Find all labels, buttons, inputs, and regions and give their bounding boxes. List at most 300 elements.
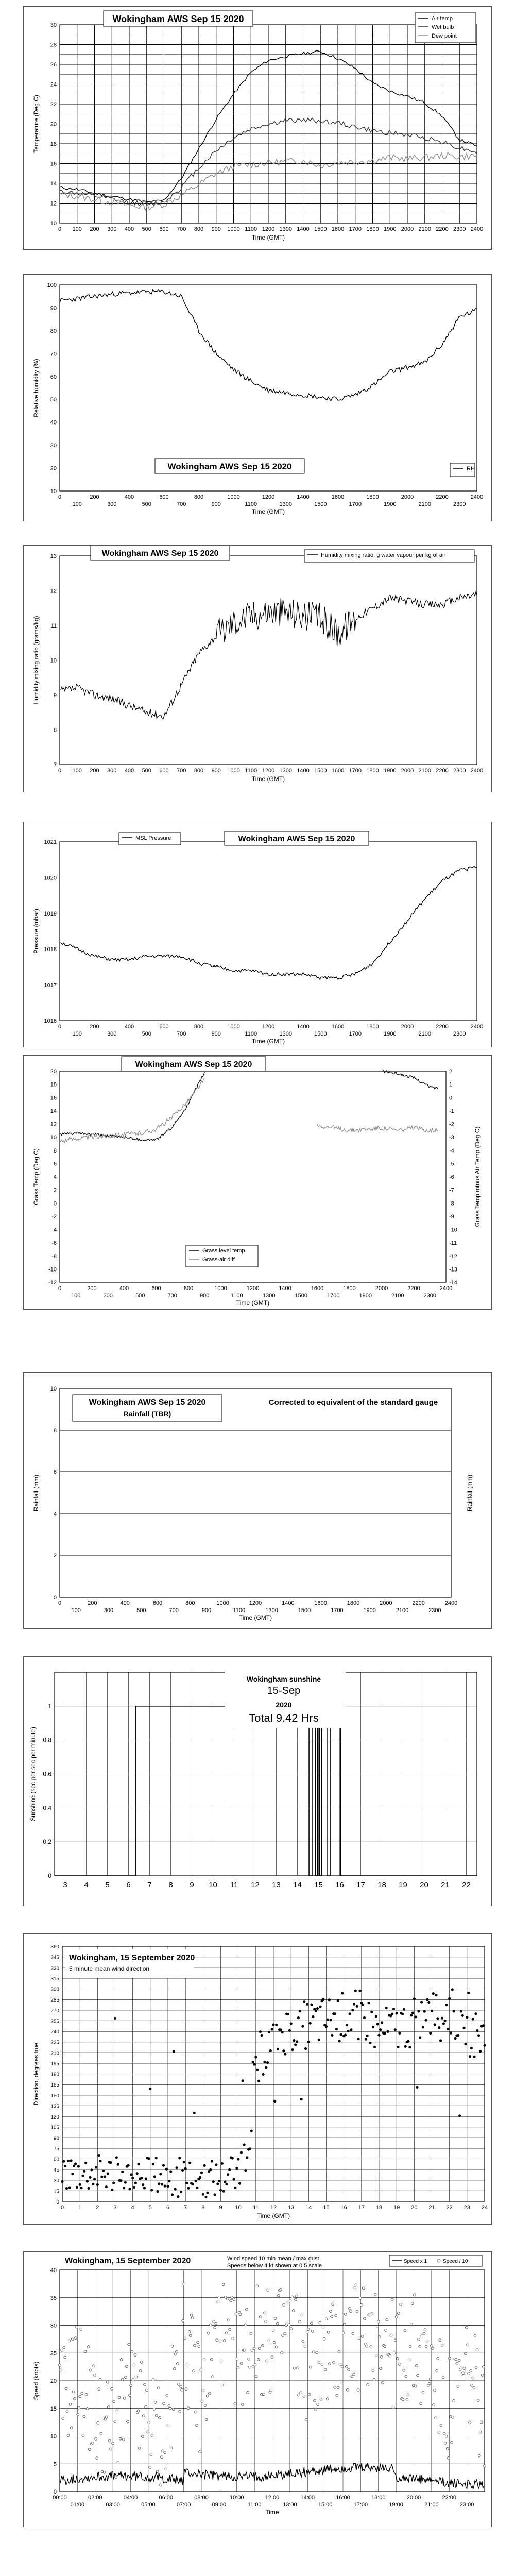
direction-point xyxy=(164,2184,166,2187)
direction-point xyxy=(310,2004,313,2006)
gust-point xyxy=(484,2465,486,2467)
gust-point xyxy=(183,2283,185,2285)
direction-point xyxy=(445,2004,448,2006)
rainfall-chart-panel xyxy=(23,1372,492,1629)
gust-point xyxy=(322,2326,324,2328)
gust-point xyxy=(439,2339,441,2342)
direction-point xyxy=(373,2046,376,2048)
x-tick-label: 2 xyxy=(96,2205,99,2211)
gust-point xyxy=(375,2354,377,2357)
x-tick-label: 2400 xyxy=(439,1285,453,1292)
direction-point xyxy=(238,2182,241,2185)
gust-point xyxy=(105,2416,108,2418)
x-tick-label: 1400 xyxy=(297,768,310,774)
x-tick-label: 15 xyxy=(314,1880,323,1889)
gust-point xyxy=(423,2332,425,2335)
y-tick-label: 6 xyxy=(53,1161,57,1167)
y-tick-label: 30 xyxy=(50,443,57,449)
gust-point xyxy=(416,2364,418,2367)
y-tick-label-right: -13 xyxy=(449,1266,457,1273)
direction-point xyxy=(176,2166,178,2169)
chart-subtitle: Rainfall (TBR) xyxy=(123,1410,171,1418)
y-axis-label: Humidity mixing ratio (grams/kg) xyxy=(32,616,40,705)
gust-point xyxy=(402,2398,404,2401)
direction-point xyxy=(303,2000,305,2003)
direction-point xyxy=(76,2186,78,2189)
gust-point xyxy=(65,2387,67,2390)
y-tick-label: 1020 xyxy=(44,875,57,882)
gust-point xyxy=(173,2367,176,2370)
gust-point xyxy=(384,2345,386,2348)
chart-year: 2020 xyxy=(276,1701,292,1709)
x-tick-label: 20 xyxy=(420,1880,428,1889)
y-tick-label-right: -14 xyxy=(449,1280,457,1286)
gust-point xyxy=(431,2345,433,2347)
y-tick-label-right: 1 xyxy=(449,1081,453,1088)
y-tick-label: 80 xyxy=(50,328,57,334)
x-tick-label: 1400 xyxy=(279,1285,291,1292)
x-tick-label: 300 xyxy=(104,1607,114,1614)
gust-point xyxy=(391,2298,393,2301)
x-tick-label: 2400 xyxy=(470,1024,484,1030)
direction-point xyxy=(242,2079,244,2082)
y-tick-label: 6 xyxy=(53,1469,57,1476)
x-tick-label: 0 xyxy=(58,494,62,500)
gust-point xyxy=(283,2303,285,2306)
series-line-grass-2 xyxy=(60,1079,204,1142)
gust-point xyxy=(268,2340,270,2342)
mixing-ratio-chart xyxy=(24,546,491,792)
x-tick-label: 1500 xyxy=(314,226,327,232)
direction-point xyxy=(411,2012,414,2014)
direction-point xyxy=(417,2010,420,2012)
gust-point xyxy=(214,2326,216,2329)
gust-point xyxy=(109,2439,111,2442)
gust-point xyxy=(87,2346,90,2348)
gust-point xyxy=(174,2353,177,2355)
legend-entry: MSL Pressure xyxy=(135,835,171,841)
legend xyxy=(389,2255,482,2266)
gust-point xyxy=(196,2424,198,2427)
gust-point xyxy=(377,2320,380,2323)
direction-point xyxy=(381,2021,383,2024)
x-tick-label: 1500 xyxy=(314,768,327,774)
gust-point xyxy=(252,2366,254,2368)
x-tick-label: 0 xyxy=(58,768,62,774)
chart-title: Wokingham AWS Sep 15 2020 xyxy=(167,462,292,471)
gust-point xyxy=(344,2313,347,2316)
x-axis-label: Time (GMT) xyxy=(251,1038,285,1045)
gust-point xyxy=(380,2367,382,2370)
direction-point xyxy=(281,2031,284,2033)
series-line-mean-speed xyxy=(60,2463,484,2489)
gust-point xyxy=(89,2369,92,2371)
x-tick-label: 2400 xyxy=(470,768,484,774)
direction-point xyxy=(89,2176,92,2179)
sunshine-trace xyxy=(55,1706,477,1876)
gust-point xyxy=(458,2359,460,2362)
gust-point xyxy=(272,2329,274,2331)
y-tick-label-right: 0 xyxy=(449,1095,453,1101)
gust-point xyxy=(436,2370,438,2372)
y-tick-label: 255 xyxy=(50,2019,59,2025)
direction-point xyxy=(196,2187,198,2189)
direction-point xyxy=(368,2002,370,2004)
y-axis-label: Speed (knots) xyxy=(32,2361,40,2400)
y-axis-label: Pressure (mbar) xyxy=(32,909,40,954)
x-tick-label: 1900 xyxy=(384,226,397,232)
gust-point xyxy=(63,2346,65,2349)
x-tick-label: 100 xyxy=(71,1607,81,1614)
x-tick-label: 1100 xyxy=(245,1031,258,1037)
direction-point xyxy=(117,2163,119,2166)
gust-point xyxy=(404,2329,406,2332)
y-tick-label: 40 xyxy=(50,2267,57,2274)
gust-point xyxy=(411,2302,414,2305)
y-tick-label: 1016 xyxy=(44,1018,57,1024)
direction-point xyxy=(188,2162,191,2164)
x-tick-label: 1800 xyxy=(366,768,379,774)
gust-point xyxy=(446,2447,449,2450)
gust-point xyxy=(278,2294,280,2297)
gust-point xyxy=(236,2358,238,2360)
gust-point xyxy=(442,2376,444,2379)
direction-point xyxy=(429,2032,432,2035)
x-tick-label: 300 xyxy=(103,1293,113,1299)
gust-point xyxy=(350,2310,352,2313)
direction-point xyxy=(130,2173,132,2176)
x-tick-label: 200 xyxy=(90,226,99,232)
direction-point xyxy=(408,2046,411,2048)
x-tick-label: 300 xyxy=(107,1031,117,1037)
gust-point xyxy=(71,2338,74,2341)
gust-point xyxy=(326,2398,329,2400)
gust-point xyxy=(72,2391,75,2393)
y-tick-label: 8 xyxy=(53,1147,57,1154)
direction-point xyxy=(413,1997,416,2000)
y-tick-label: 330 xyxy=(50,1965,59,1972)
gust-point xyxy=(333,2361,335,2364)
gust-point xyxy=(125,2376,127,2379)
direction-point xyxy=(114,2017,116,2020)
gust-point xyxy=(357,2389,359,2392)
x-tick-label: 1900 xyxy=(384,501,397,507)
x-tick-label: 1300 xyxy=(279,768,292,774)
x-tick-label: 2400 xyxy=(470,226,484,232)
gust-point xyxy=(135,2376,138,2378)
gust-point xyxy=(112,2442,114,2445)
y-tick-label: 15 xyxy=(50,2405,57,2412)
y-tick-label: 105 xyxy=(50,2125,59,2131)
direction-point xyxy=(370,2011,373,2013)
x-tick-label: 100 xyxy=(72,768,82,774)
x-tick-label: 21:00 xyxy=(424,2502,439,2508)
x-tick-label: 18 xyxy=(377,1880,386,1889)
x-tick-label: 700 xyxy=(177,768,186,774)
x-tick-label: 400 xyxy=(120,1600,130,1606)
gust-point xyxy=(339,2363,341,2365)
gust-point xyxy=(61,2349,63,2351)
gust-point xyxy=(85,2393,88,2396)
direction-point xyxy=(325,2025,328,2028)
direction-point xyxy=(354,1990,357,1992)
direction-point xyxy=(177,2195,179,2198)
x-tick-label: 2000 xyxy=(380,1600,392,1606)
gust-point xyxy=(331,2315,333,2318)
gust-point xyxy=(417,2374,419,2377)
y-tick-label: 28 xyxy=(50,42,57,48)
direction-point xyxy=(195,2180,197,2182)
x-tick-label: 0 xyxy=(58,1285,62,1292)
direction-point xyxy=(432,1992,435,1995)
gust-point xyxy=(245,2324,247,2326)
chart-subtitle: Wind speed 10 min mean / max gust xyxy=(227,2256,319,2262)
direction-point xyxy=(419,2036,421,2039)
direction-point xyxy=(362,2004,364,2006)
gust-point xyxy=(415,2385,417,2387)
y-axis-label: Temperature (Deg C) xyxy=(32,95,40,153)
x-tick-label: 1600 xyxy=(331,1024,345,1030)
gust-point xyxy=(462,2372,465,2375)
direction-point xyxy=(401,2013,404,2015)
direction-point xyxy=(464,2043,467,2045)
chart-title: Wokingham AWS Sep 15 2020 xyxy=(238,835,355,843)
gust-point xyxy=(397,2358,399,2360)
direction-point xyxy=(157,2190,159,2193)
direction-point xyxy=(372,2026,374,2028)
x-tick-label: 1600 xyxy=(331,768,345,774)
direction-point xyxy=(209,2168,212,2171)
direction-point xyxy=(165,2168,168,2171)
gust-point xyxy=(253,2347,255,2350)
x-tick-label: 1900 xyxy=(384,1031,397,1037)
direction-point xyxy=(288,2029,291,2032)
gust-point xyxy=(346,2366,348,2368)
direction-point xyxy=(225,2183,228,2185)
direction-point xyxy=(422,2026,424,2028)
x-tick-label: 900 xyxy=(211,768,221,774)
x-tick-label: 02:00 xyxy=(88,2495,102,2501)
gust-point xyxy=(367,2384,369,2386)
direction-point xyxy=(473,2056,476,2058)
direction-point xyxy=(404,2045,407,2048)
x-tick-label: 6 xyxy=(126,1880,131,1889)
gust-point xyxy=(240,2362,243,2365)
legend-entry: Grass level temp xyxy=(202,1248,245,1254)
gust-point xyxy=(120,2359,123,2361)
wind-speed-chart xyxy=(24,2252,491,2527)
direction-point xyxy=(436,2017,439,2020)
y-tick-label: 18 xyxy=(50,141,57,147)
y-tick-label: 300 xyxy=(50,1987,59,1993)
x-tick-label: 600 xyxy=(159,768,169,774)
x-tick-label: 1600 xyxy=(331,494,345,500)
x-tick-label: 1300 xyxy=(263,1293,276,1299)
direction-point xyxy=(90,2168,93,2171)
gust-point xyxy=(457,2385,459,2388)
y-tick-label: 10 xyxy=(50,657,57,664)
x-tick-label: 1800 xyxy=(347,1600,360,1606)
direction-point xyxy=(261,2034,263,2037)
x-tick-label: 700 xyxy=(169,1607,179,1614)
x-tick-label: 2300 xyxy=(423,1293,436,1299)
gust-point xyxy=(244,2349,246,2351)
gust-point xyxy=(155,2414,158,2417)
gust-point xyxy=(410,2323,413,2326)
x-tick-label: 2300 xyxy=(453,226,466,232)
direction-point xyxy=(219,2189,222,2192)
x-tick-label: 23 xyxy=(464,2205,470,2211)
y-tick-label: 210 xyxy=(50,2050,59,2057)
x-tick-label: 900 xyxy=(200,1293,210,1299)
x-axis-label: Time xyxy=(265,2509,279,2516)
gust-point xyxy=(86,2408,89,2410)
x-tick-label: 1200 xyxy=(262,768,275,774)
gust-point xyxy=(134,2354,136,2357)
rainfall-chart xyxy=(24,1373,491,1628)
direction-point xyxy=(397,2046,399,2048)
x-tick-label: 15:00 xyxy=(318,2502,333,2508)
gust-point xyxy=(434,2389,436,2392)
gust-point xyxy=(349,2307,351,2310)
direction-point xyxy=(202,2193,204,2196)
x-tick-label: 2400 xyxy=(444,1600,458,1606)
gust-point xyxy=(97,2421,99,2424)
direction-point xyxy=(200,2172,203,2174)
direction-point xyxy=(150,2189,153,2191)
x-tick-label: 1600 xyxy=(331,226,345,232)
direction-point xyxy=(203,2164,206,2167)
direction-point xyxy=(353,2003,355,2006)
x-tick-label: 100 xyxy=(72,501,82,507)
x-tick-label: 1200 xyxy=(246,1285,260,1292)
gust-point xyxy=(386,2318,388,2321)
gust-point xyxy=(366,2345,368,2347)
direction-point xyxy=(275,2024,278,2026)
series-line-grass-3 xyxy=(317,1124,438,1133)
x-tick-label: 16 xyxy=(335,1880,344,1889)
gust-point xyxy=(420,2402,422,2405)
y-tick-label: 9 xyxy=(53,692,57,699)
direction-point xyxy=(315,2010,317,2012)
x-tick-label: 800 xyxy=(194,768,204,774)
y-tick-label: 0.4 xyxy=(43,1804,52,1812)
x-tick-label: 1500 xyxy=(314,1031,327,1037)
y-axis-label-right: Grass Temp minus Air Temp (Deg C) xyxy=(474,1126,481,1227)
direction-point xyxy=(377,2034,380,2037)
direction-point xyxy=(458,2114,461,2117)
direction-point xyxy=(249,2147,251,2150)
x-tick-label: 09:00 xyxy=(212,2502,227,2508)
gust-point xyxy=(323,2337,325,2340)
legend-entry: Grass-air diff xyxy=(202,1257,235,1263)
x-tick-label: 0 xyxy=(58,1024,62,1030)
gust-point xyxy=(337,2386,339,2389)
gust-point xyxy=(93,2365,95,2367)
direction-point xyxy=(335,2028,338,2030)
gust-point xyxy=(373,2379,375,2381)
x-tick-label: 13 xyxy=(288,2205,295,2211)
y-tick-label: 13 xyxy=(50,553,57,560)
x-tick-label: 5 xyxy=(105,1880,110,1889)
x-tick-label: 1700 xyxy=(349,768,362,774)
gust-point xyxy=(376,2326,379,2328)
y-tick-label: 20 xyxy=(50,2378,57,2384)
gust-point xyxy=(215,2322,217,2325)
x-tick-label: 1800 xyxy=(366,1024,379,1030)
direction-point xyxy=(112,2182,115,2184)
gust-point xyxy=(172,2408,175,2411)
direction-point xyxy=(284,2053,286,2055)
direction-point xyxy=(457,2034,459,2037)
direction-point xyxy=(396,2012,398,2014)
gust-point xyxy=(301,2314,303,2316)
gust-point xyxy=(122,2438,125,2441)
gust-point xyxy=(154,2401,157,2404)
x-tick-label: 1400 xyxy=(297,494,310,500)
x-tick-label: 1700 xyxy=(349,226,362,232)
direction-point xyxy=(444,2020,447,2022)
gust-point xyxy=(392,2406,394,2409)
y-tick-label-right: -12 xyxy=(449,1253,457,1260)
gust-point xyxy=(115,2476,117,2479)
direction-point xyxy=(269,2049,272,2052)
y-tick-label: 10 xyxy=(50,1386,57,1392)
direction-point xyxy=(193,2112,196,2114)
x-tick-label: 700 xyxy=(167,1293,177,1299)
x-tick-label: 8 xyxy=(168,1880,173,1889)
x-tick-label: 1100 xyxy=(230,1293,243,1299)
gust-point xyxy=(248,2358,250,2360)
direction-point xyxy=(263,2061,266,2063)
gust-point xyxy=(340,2381,342,2383)
gust-point xyxy=(128,2343,130,2346)
chart-title: Wokingham AWS Sep 15 2020 xyxy=(112,14,244,24)
direction-point xyxy=(258,2080,260,2082)
y-tick-label: 20 xyxy=(50,465,57,472)
gust-point xyxy=(148,2421,150,2424)
gust-point xyxy=(156,2470,159,2473)
x-tick-label: 17 xyxy=(356,1880,365,1889)
gust-point xyxy=(111,2387,113,2390)
x-tick-label: 1400 xyxy=(297,226,310,232)
direction-point xyxy=(74,2162,77,2165)
gust-point xyxy=(177,2363,179,2365)
direction-point xyxy=(216,2182,219,2185)
direction-point xyxy=(290,2022,293,2025)
y-tick-label: 345 xyxy=(50,1955,59,1961)
direction-point xyxy=(467,1992,470,1994)
gust-point xyxy=(227,2298,229,2300)
direction-point xyxy=(224,2181,226,2183)
gust-point xyxy=(230,2299,232,2302)
gust-point xyxy=(200,2369,202,2371)
y-tick-label: 20 xyxy=(50,1069,57,1075)
x-tick-label: 100 xyxy=(72,1031,82,1037)
x-tick-label: 17:00 xyxy=(353,2502,368,2508)
direction-point xyxy=(356,2005,358,2008)
temperature-chart-panel xyxy=(23,6,492,250)
gust-point xyxy=(239,2313,242,2316)
gust-point xyxy=(66,2410,68,2413)
direction-point xyxy=(252,2061,254,2063)
direction-point xyxy=(307,2041,310,2043)
y-tick-label-right: -6 xyxy=(449,1174,454,1180)
y-axis-label-right: Rainfall (mm) xyxy=(466,1474,473,1512)
direction-point xyxy=(379,2028,382,2031)
plot-area xyxy=(60,842,477,1021)
y-tick-label: 60 xyxy=(53,2157,59,2163)
